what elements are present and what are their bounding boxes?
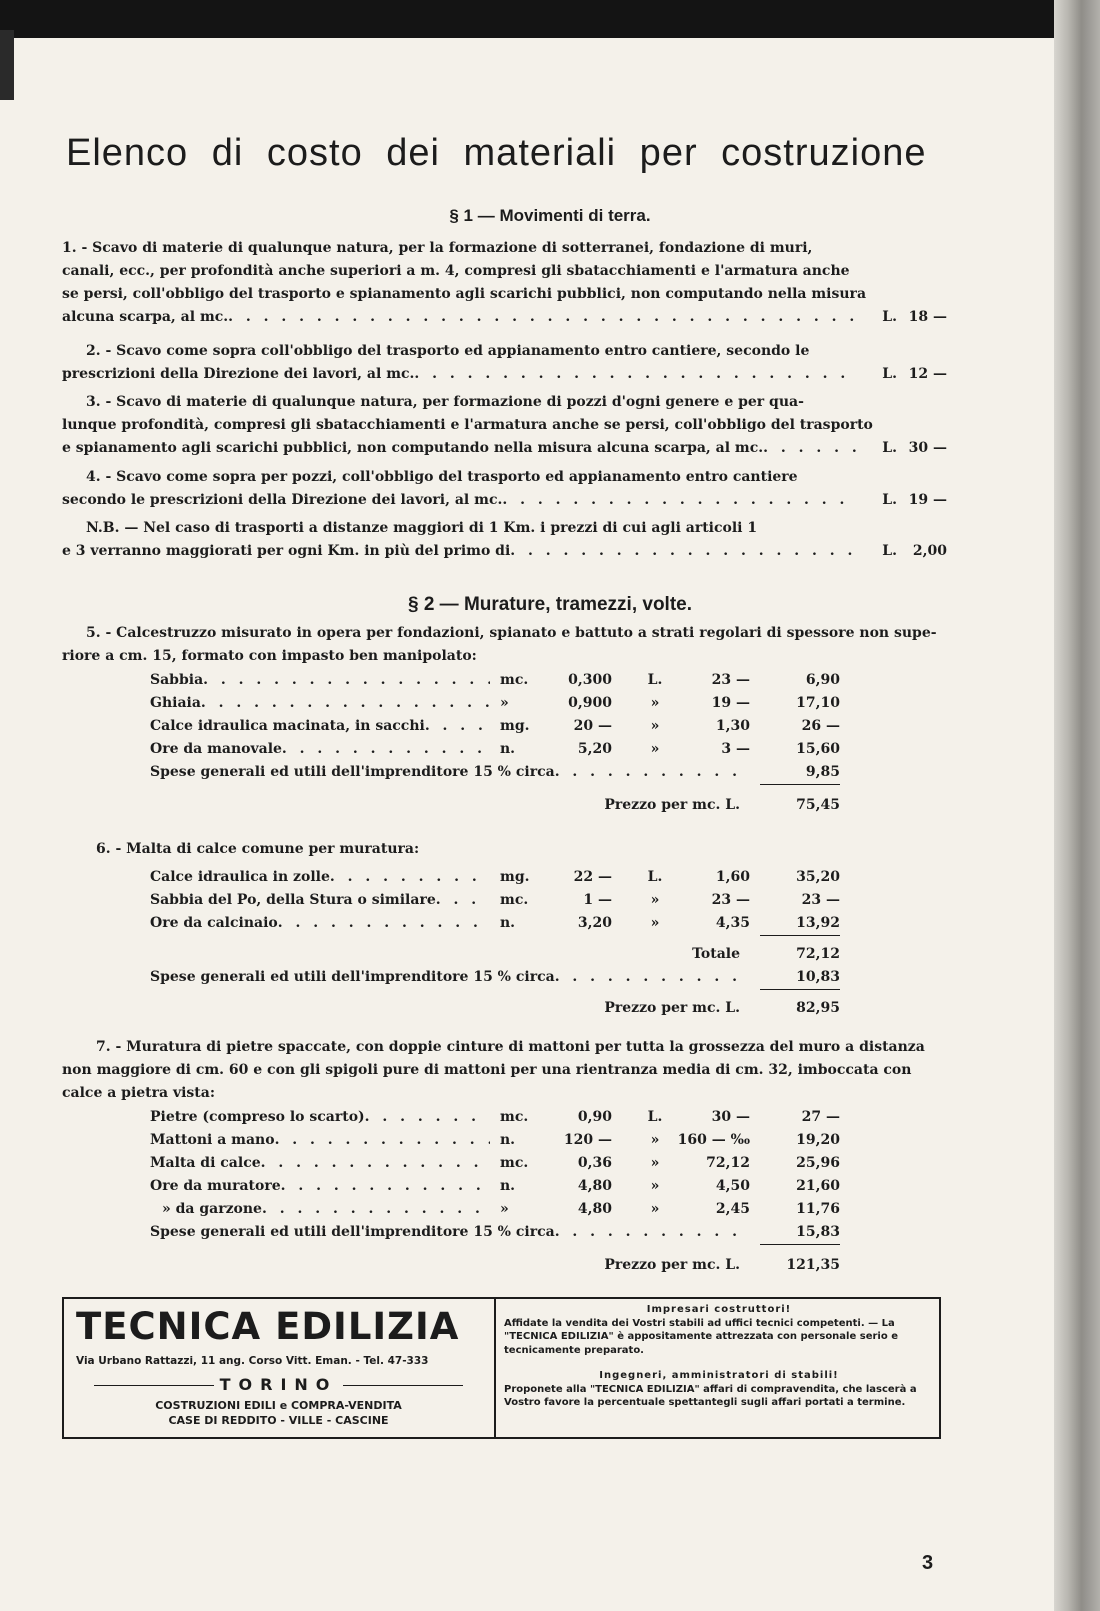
advert-address: Via Urbano Rattazzi, 11 ang. Corso Vitt. Eman. - Tel. 47-333 [76, 1355, 429, 1367]
advert-city: TORINO [76, 1375, 481, 1394]
item-7-intro-line-2: non maggiore di cm. 60 e con gli spigoli pure di mattoni per una rientranza media di cm. 32, imboccata con [62, 1062, 912, 1078]
page-number: 3 [922, 1552, 934, 1574]
row-amount: 17,10 [796, 695, 840, 711]
row-unit: » [500, 695, 509, 711]
prezzo-row [150, 1254, 850, 1277]
prezzo-label: Prezzo per mc. L. [604, 1000, 740, 1016]
row-price: 23 — [711, 672, 750, 688]
row-desc: Mattoni a mano [150, 1132, 275, 1148]
item-1-last: alcuna scarpa, al mc. [62, 309, 229, 325]
advert-services-1: COSTRUZIONI EDILI e COMPRA-VENDITA [155, 1399, 402, 1412]
item-5-table [150, 669, 850, 817]
item-6-intro: 6. - Malta di calce comune per muratura: [96, 841, 420, 857]
item-3-line-2: lunque profondità, compresi gli sbatacchiamenti e l'armatura anche se persi, coll'obbligo del trasporto [62, 417, 873, 433]
row-unit: n. [500, 1178, 516, 1194]
row-qty: 0,36 [577, 1155, 612, 1171]
row-price: 1,30 [715, 718, 750, 734]
row-currency: » [650, 915, 660, 931]
row-price: 4,35 [715, 915, 750, 931]
prezzo-amount: 121,35 [786, 1257, 840, 1273]
leader-dots [414, 363, 857, 386]
item-2-line-1: 2. - Scavo come sopra coll'obbligo del trasporto ed appianamento entro cantiere, secondo le [86, 343, 810, 359]
item-3 [62, 391, 947, 460]
row-unit: mc. [500, 1109, 529, 1125]
row-currency: » [650, 741, 660, 757]
row-currency: » [650, 695, 660, 711]
row-amount: 13,92 [760, 912, 840, 936]
item-1-line-3: se persi, coll'obbligo del trasporto e spianamento agli scarichi pubblici, non computando nella misura [62, 286, 867, 302]
row-qty: 4,80 [577, 1178, 612, 1194]
item-7-table [150, 1106, 850, 1277]
item-4-line-1: 4. - Scavo come sopra per pozzi, coll'obbligo del trasporto ed appianamento entro cantiere [86, 469, 798, 485]
item-3-line-1: 3. - Scavo di materie di qualunque natura, per formazione di pozzi d'ogni genere e per qua- [86, 394, 804, 410]
totale-amount: 72,12 [796, 946, 840, 962]
spese-amount: 10,83 [760, 966, 840, 990]
row-price: 30 — [711, 1109, 750, 1125]
item-2-last: prescrizioni della Direzione dei lavori, al mc. [62, 366, 415, 382]
item-3-last: e spianamento agli scarichi pubblici, non computando nella misura alcuna scarpa, al mc. [62, 440, 764, 456]
spese-amount: 15,83 [760, 1221, 840, 1245]
advert-left [64, 1299, 494, 1437]
table-row [150, 1198, 850, 1221]
row-currency: » [650, 1155, 660, 1171]
currency: L. [882, 366, 897, 382]
item-1 [62, 237, 947, 329]
item-4-last: secondo le prescrizioni della Direzione dei lavori, al mc. [62, 492, 503, 508]
row-price: 3 — [721, 741, 750, 757]
spese-row [150, 966, 850, 989]
row-price: 160 — ‰ [677, 1132, 750, 1148]
table-row [150, 1152, 850, 1175]
prezzo-row [150, 997, 850, 1020]
row-unit: » [500, 1201, 509, 1217]
prezzo-amount: 82,95 [796, 1000, 840, 1016]
row-price: 72,12 [706, 1155, 750, 1171]
nota-bene [62, 517, 947, 563]
item-7-intro-line-3: calce a pietra vista: [62, 1085, 216, 1101]
row-unit: n. [500, 915, 516, 931]
row-desc: Sabbia [150, 672, 204, 688]
row-unit: mg. [500, 718, 530, 734]
scan-right-edge [1054, 0, 1100, 1611]
spese-row [150, 761, 850, 784]
row-qty: 0,90 [577, 1109, 612, 1125]
table-row [150, 738, 850, 761]
row-desc: Malta di calce [150, 1155, 261, 1171]
row-price: 23 — [711, 892, 750, 908]
advert-text-2: Proponete alla "TECNICA EDILIZIA" affari di compravendita, che lascerà a Vostro favore la percentuale spettantegli sugli affari portati a termine. [504, 1383, 917, 1408]
advert-right [494, 1299, 941, 1437]
prezzo-label: Prezzo per mc. L. [604, 1257, 740, 1273]
nb-price: 2,00 [912, 543, 947, 559]
scan-top-border [0, 0, 1060, 38]
spese-label: Spese generali ed utili dell'imprenditore 15 % circa [150, 969, 555, 985]
advert-block-1 [504, 1303, 934, 1357]
currency: L. [882, 492, 897, 508]
section-2-heading: § 2 — Murature, tramezzi, volte. [407, 594, 693, 615]
table-row [150, 715, 850, 738]
row-amount: 15,60 [796, 741, 840, 757]
leader-dots [228, 306, 857, 329]
row-unit: mc. [500, 672, 529, 688]
advert-head-1: Impresari costruttori! [646, 1304, 792, 1315]
item-1-price-line [62, 306, 947, 329]
currency: L. [882, 309, 897, 325]
table-row [150, 1129, 850, 1152]
advert-block-2 [504, 1369, 934, 1410]
row-qty: 5,20 [577, 741, 612, 757]
advertisement-box [62, 1297, 941, 1439]
row-desc: Ore da muratore [150, 1178, 281, 1194]
row-qty: 0,900 [568, 695, 612, 711]
row-currency: » [650, 718, 660, 734]
prezzo-label: Prezzo per mc. L. [604, 797, 740, 813]
row-qty: 0,300 [568, 672, 612, 688]
row-qty: 120 — [563, 1132, 612, 1148]
item-2-price: 12 — [908, 366, 947, 382]
row-qty: 4,80 [577, 1201, 612, 1217]
row-unit: mc. [500, 1155, 529, 1171]
table-row [150, 692, 850, 715]
row-desc: Calce idraulica macinata, in sacchi [150, 718, 425, 734]
row-qty: 1 — [583, 892, 612, 908]
advert-head-2: Ingegneri, amministratori di stabili! [599, 1370, 839, 1381]
row-amount: 6,90 [805, 672, 840, 688]
row-amount: 23 — [801, 892, 840, 908]
row-amount: 19,20 [796, 1132, 840, 1148]
item-1-price: 18 — [908, 309, 947, 325]
row-amount: 35,20 [796, 869, 840, 885]
row-currency: » [650, 892, 660, 908]
row-price: 19 — [711, 695, 750, 711]
row-amount: 11,76 [796, 1201, 840, 1217]
item-3-price-line [62, 437, 947, 460]
row-price: 1,60 [715, 869, 750, 885]
currency: L. [882, 440, 897, 456]
row-currency: » [650, 1132, 660, 1148]
advert-brand: TECNICA EDILIZIA [76, 1305, 460, 1348]
row-currency: » [650, 1201, 660, 1217]
table-row [150, 866, 850, 889]
row-desc: Calce idraulica in zolle [150, 869, 330, 885]
table-row [150, 889, 850, 912]
spese-label: Spese generali ed utili dell'imprenditore 15 % circa [150, 764, 555, 780]
leader-dots [510, 540, 857, 563]
table-row [150, 669, 850, 692]
row-qty: 3,20 [577, 915, 612, 931]
item-5-intro-line-2: riore a cm. 15, formato con impasto ben manipolato: [62, 648, 477, 664]
spese-row [150, 1221, 850, 1244]
row-qty: 20 — [573, 718, 612, 734]
table-row [150, 912, 850, 935]
row-desc: Ore da manovale [150, 741, 282, 757]
row-unit: mc. [500, 892, 529, 908]
item-7-intro [62, 1036, 947, 1105]
prezzo-row [150, 794, 850, 817]
leader-dots [502, 489, 857, 512]
item-7-intro-line-1: 7. - Muratura di pietre spaccate, con doppie cinture di mattoni per tutta la grossezza del muro a distanza [96, 1039, 925, 1055]
item-3-price: 30 — [908, 440, 947, 456]
row-amount: 21,60 [796, 1178, 840, 1194]
totale-label: Totale [692, 946, 740, 962]
leader-dots [763, 437, 857, 460]
item-4-price-line [62, 489, 947, 512]
row-currency: L. [647, 1109, 663, 1125]
row-unit: n. [500, 741, 516, 757]
row-desc: Sabbia del Po, della Stura o similare [150, 892, 436, 908]
row-amount: 25,96 [796, 1155, 840, 1171]
totale-row [150, 943, 850, 966]
item-6-table [150, 866, 850, 1020]
advert-text-1: Affidate la vendita dei Vostri stabili ad uffici tecnici competenti. — La "TECNICA EDILIZIA" è appositamente attrezzata con personale serio e tecnicamente preparato. [504, 1317, 898, 1356]
table-row [150, 1175, 850, 1198]
item-2 [62, 340, 947, 386]
row-currency: L. [647, 869, 663, 885]
spese-amount: 9,85 [760, 761, 840, 785]
row-currency: L. [647, 672, 663, 688]
section-1-heading: § 1 — Movimenti di terra. [449, 206, 651, 225]
row-amount: 27 — [801, 1109, 840, 1125]
row-qty: 22 — [573, 869, 612, 885]
row-price: 4,50 [715, 1178, 750, 1194]
nb-last: e 3 verranno maggiorati per ogni Km. in più del primo di [62, 543, 511, 559]
item-5-intro [62, 622, 947, 668]
row-price: 2,45 [715, 1201, 750, 1217]
scan-left-edge [0, 30, 14, 100]
nb-price-line [62, 540, 947, 563]
item-4-price: 19 — [908, 492, 947, 508]
row-unit: mg. [500, 869, 530, 885]
row-desc: Pietre (compreso lo scarto) [150, 1109, 365, 1125]
currency: L. [882, 543, 897, 559]
item-1-line-1: 1. - Scavo di materie di qualunque natura, per la formazione di sotterranei, fondazione di muri, [62, 240, 813, 256]
item-2-price-line [62, 363, 947, 386]
prezzo-amount: 75,45 [796, 797, 840, 813]
page-title: Elenco di costo dei materiali per costruzione [66, 132, 927, 174]
item-1-line-2: canali, ecc., per profondità anche superiori a m. 4, compresi gli sbatacchiamenti e l'armatura anche [62, 263, 850, 279]
advert-services-2: CASE DI REDDITO - VILLE - CASCINE [168, 1414, 389, 1427]
item-4 [62, 466, 947, 512]
row-desc: » da garzone [162, 1201, 262, 1217]
item-5-intro-line-1: 5. - Calcestruzzo misurato in opera per fondazioni, spianato e battuto a strati regolari di spessore non supe- [86, 625, 937, 641]
row-unit: n. [500, 1132, 516, 1148]
row-desc: Ore da calcinaio [150, 915, 278, 931]
row-desc: Ghiaia [150, 695, 201, 711]
row-amount: 26 — [801, 718, 840, 734]
table-row [150, 1106, 850, 1129]
spese-label: Spese generali ed utili dell'imprenditore 15 % circa [150, 1224, 555, 1240]
row-currency: » [650, 1178, 660, 1194]
nb-line-1: N.B. — Nel caso di trasporti a distanze maggiori di 1 Km. i prezzi di cui agli articoli 1 [86, 520, 758, 536]
